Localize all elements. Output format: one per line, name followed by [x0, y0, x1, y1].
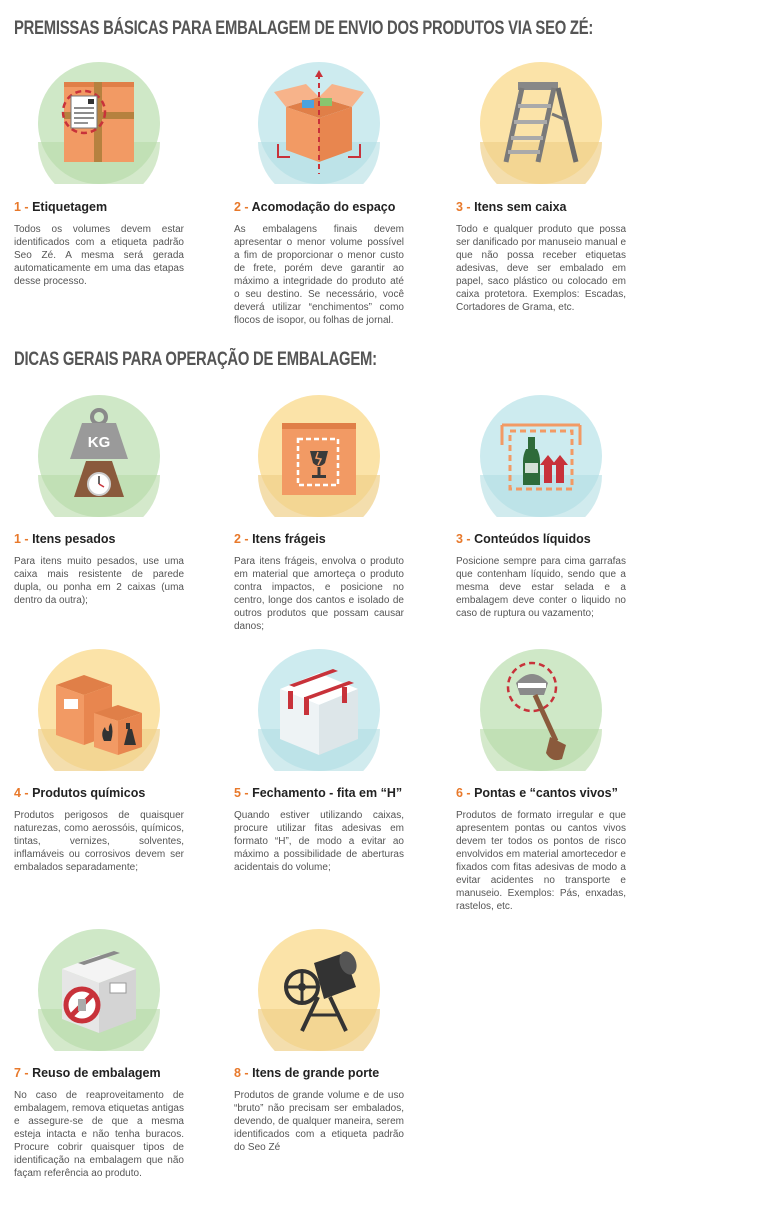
kg-label: KG — [87, 434, 111, 451]
item-heading: 7 - Reuso de embalagem — [14, 1066, 161, 1080]
item-heading: 2 - Acomodação do espaço — [234, 200, 396, 214]
item-heading: 8 - Itens de grande porte — [234, 1066, 380, 1080]
labeled-box-icon — [38, 62, 160, 184]
bottle-upright-icon — [480, 395, 602, 517]
item-description: Para itens muito pesados, use uma caixa mais resistente de parede dupla, ou ponha em 2 caixas (uma dentro da outra); — [14, 556, 184, 606]
item-heading: 1 - Itens pesados — [14, 532, 116, 546]
ladder-icon — [480, 62, 602, 184]
chemical-boxes-icon — [38, 649, 160, 771]
no-reuse-box-icon — [38, 929, 160, 1051]
item-heading: 3 - Itens sem caixa — [456, 200, 567, 214]
item-description: Produtos perigosos de quaisquer naturezas, como aerossóis, químicos, tintas, vernizes, solventes, inflamáveis ou corrosivos devem ser embalados separadamente; — [14, 810, 184, 873]
item-heading: 5 - Fechamento - fita em “H” — [234, 786, 403, 800]
item-description: Produtos de formato irregular e que apresentem pontas ou cantos vivos devem ter todos os pontos de risco envolvidos em material amortecedor e fixados com fitas adesivas de modo a evitar acidentes no transporte e manuseio. Exemplos: Pás, enxadas, rastelos, etc. — [456, 810, 626, 912]
item-description: Posicione sempre para cima garrafas que contenham líquido, sendo que a mesma deve estar selada e a embalagem deve conter o liquido no caso de ruptura ou vazamento; — [456, 556, 626, 619]
item-heading: 4 - Produtos químicos — [14, 786, 146, 800]
item-heading: 6 - Pontas e “cantos vivos” — [456, 786, 618, 800]
item-description: Para itens frágeis, envolva o produto em material que amorteça o produto contra impactos, e posicione no centro, longe dos cantos e isolado de outros produtos que possam causar danos; — [234, 556, 404, 632]
item-description: Todo e qualquer produto que possa ser danificado por manuseio manual e que não possa receber etiquetas adesivas, deve ser embalado em papel, saco plástico ou colocado em caixa protetora. Exemplos: Escadas, Cortadores de Grama, etc. — [456, 224, 626, 313]
item-description: Quando estiver utilizando caixas, procure utilizar fitas adesivas em formato “H”, de modo a evitar ao máximo a possibilidade de aberturas acidentais do volume; — [234, 810, 404, 873]
cement-mixer-icon — [258, 929, 380, 1051]
item-heading: 1 - Etiquetagem — [14, 200, 108, 214]
item-description: Produtos de grande volume e de uso “bruto” não precisam ser embalados, devendo, de qualquer maneira, serem identificados com a etiqueta padrão do Seo Zé — [234, 1090, 404, 1153]
item-description: As embalagens finais devem apresentar o menor volume possível a fim de proporcionar o menor custo de frete, porém deve garantir ao máximo a integridade do produto até o seu destino. Se necessário, você deverá utilizar “enchimentos” como flocos de isopor, ou folhas de jornal. — [234, 224, 404, 326]
item-heading: 3 - Conteúdos líquidos — [456, 532, 591, 546]
section-title-premissas: PREMISSAS BÁSICAS PARA EMBALAGEM DE ENVIO DOS PRODUTOS VIA SEO ZÉ: — [14, 18, 594, 39]
shovel-icon — [480, 649, 602, 771]
item-description: No caso de reaproveitamento de embalagem, remova etiquetas antigas e assegure-se de que a mesma esteja intacta e não tenha buracos. Procure cobrir quaisquer tipos de identificação na embalagem que não façam referência ao produto. — [14, 1090, 184, 1179]
h-tape-box-icon — [258, 649, 380, 771]
weight-scale-icon — [38, 395, 160, 517]
section-title-dicas: DICAS GERAIS PARA OPERAÇÃO DE EMBALAGEM: — [14, 349, 377, 370]
open-box-icon — [258, 62, 380, 184]
item-heading: 2 - Itens frágeis — [234, 532, 326, 546]
fragile-box-icon — [258, 395, 380, 517]
item-description: Todos os volumes devem estar identificados com a etiqueta padrão Seo Zé. A mesma será gerada automaticamente em uma das etapas desse processo. — [14, 224, 184, 287]
